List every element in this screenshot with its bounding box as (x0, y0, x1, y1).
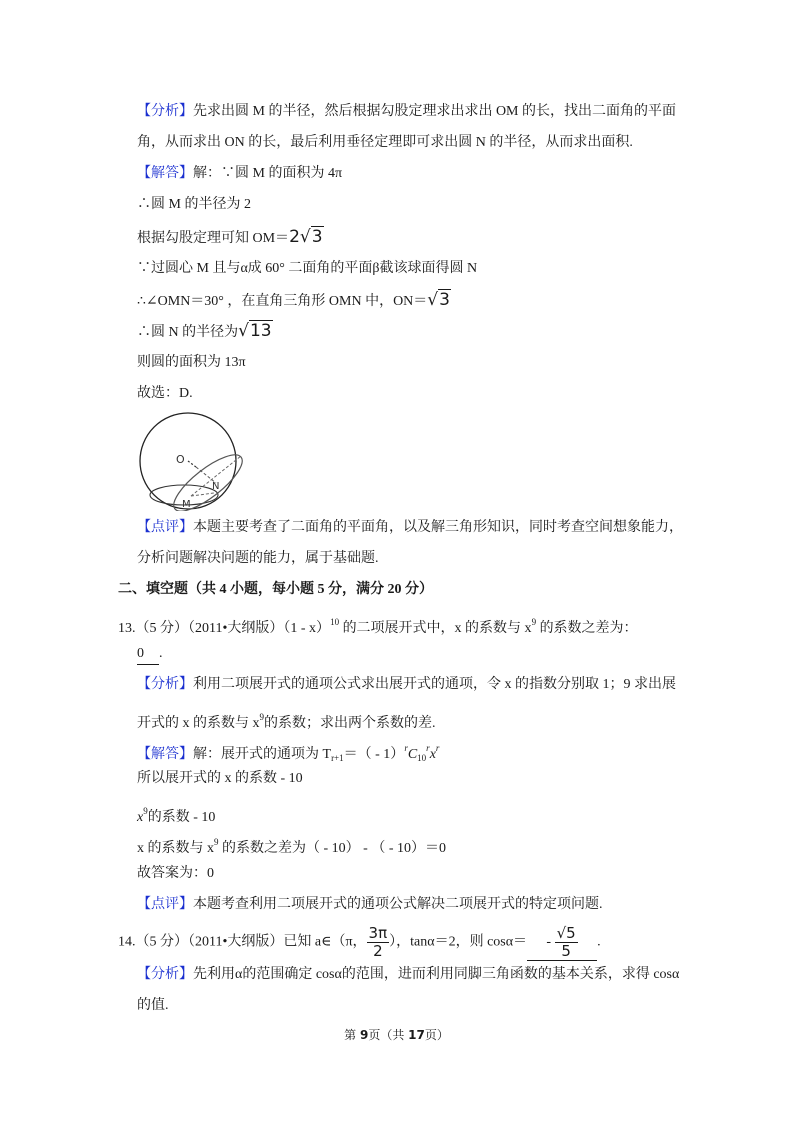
q12-answer-line3 (137, 227, 324, 249)
question-number: 14. (118, 934, 136, 950)
question-number: 13. (118, 621, 136, 636)
label-m: M (182, 499, 191, 510)
text: 解：展开式的通项为 T (193, 747, 332, 762)
q12-answer-line6 (137, 321, 273, 343)
text: 的系数之差为（ - 10） - （ - 10）＝0 (218, 841, 446, 856)
source: （2011•大纲版） (188, 621, 284, 636)
c-sub: 10 (417, 753, 427, 763)
exponent: 9 (531, 617, 537, 627)
text: 利用二项展开式的通项公式求出展开式的通项，令 x 的指数分别取 1；9 求出展 (193, 677, 676, 692)
q14-analysis-line2: 的值. (137, 998, 169, 1013)
text: ∴∠OMN＝30° ，在直角三角形 OMN 中，ON＝ (137, 294, 428, 309)
period: . (159, 646, 163, 661)
fraction-3pi-over-2 (367, 925, 390, 960)
text: （1 - x） (283, 621, 331, 636)
q12-answer-line4: ∵过圆心 M 且与α成 60° 二面角的平面β截该球面得圆 N (137, 261, 478, 276)
text: ＝（ - 1） (343, 747, 405, 762)
text: ∴圆 N 的半径为 (137, 325, 239, 340)
text: 的系数；求出两个系数的差. (264, 716, 436, 731)
exponent: 9 (143, 806, 148, 816)
total-pages: 17 (408, 1028, 425, 1042)
q13-answer-line5: 故答案为：0 (137, 866, 214, 881)
analysis-tag: 【分析】 (137, 677, 193, 692)
exp-r: r (404, 743, 408, 753)
c-sup: r (426, 743, 430, 753)
radicand: 13 (249, 321, 272, 341)
denominator: 2 (373, 942, 383, 960)
text: x 的系数与 x (137, 841, 214, 856)
subscript: r+1 (331, 753, 344, 763)
label-n: N (212, 481, 220, 492)
coef: 2 (289, 227, 300, 247)
q13-analysis-line1 (137, 675, 676, 695)
sphere-diagram-icon (136, 411, 252, 511)
q12-answer-line7: 则圆的面积为 13π (137, 355, 246, 370)
comment-tag: 【点评】 (137, 520, 193, 535)
x-exp: r (435, 743, 440, 753)
text: 页） (424, 1028, 449, 1042)
q12-answer-line1 (137, 164, 342, 184)
text: 的二项展开式中，x 的系数与 x (339, 621, 532, 636)
points: （5 分） (135, 621, 188, 636)
x-symbol: x (137, 810, 144, 825)
text: ），tanα＝2，则 cosα＝ (389, 934, 528, 950)
text: 的系数之差为： (536, 621, 638, 636)
text: 先利用α的范围确定 cosα的范围，进而利用同脚三角函数的基本关系，求得 cosα (193, 967, 680, 982)
exponent: 10 (330, 617, 340, 627)
c-symbol: C (407, 747, 418, 762)
period: . (597, 934, 601, 950)
answer-tag: 【解答】 (137, 166, 193, 181)
exponent: 9 (214, 837, 219, 847)
rn-value: √13 (238, 321, 272, 341)
q12-comment-line1 (137, 518, 683, 538)
numerator: 3π (368, 924, 388, 942)
page-number: 9 (359, 1028, 369, 1042)
q13-answer-line2: 所以展开式的 x 的系数 - 10 (137, 771, 303, 786)
text: 第 (344, 1028, 360, 1042)
q14-stem (118, 925, 601, 961)
q12-analysis-line2: 角，从而求出 ON 的长，最后利用垂径定理即可求出圆 N 的半径，从而求出面积. (137, 135, 633, 150)
on-value: √3 (427, 290, 450, 310)
q12-comment-line2: 分析问题解决问题的能力，属于基础题. (137, 551, 379, 566)
numerator: √5 (556, 924, 576, 942)
page-footer (0, 1026, 793, 1043)
q13-analysis-line2 (137, 707, 436, 734)
q13-comment (137, 895, 603, 915)
text: 页（共 (368, 1028, 409, 1042)
text: 已知 a∈（π， (283, 934, 367, 950)
text: 本题主要考查了二面角的平面角，以及解三角形知识，同时考查空间想象能力， (193, 520, 683, 535)
analysis-tag: 【分析】 (137, 104, 193, 119)
q13-stem (118, 612, 638, 639)
q13-answer-line1 (137, 738, 439, 768)
sphere-figure (136, 411, 252, 511)
text: 解：∵圆 M 的面积为 4π (193, 166, 343, 181)
q13-answer-line4 (137, 832, 446, 859)
q12-answer-line5 (137, 290, 451, 312)
radicand: 3 (439, 290, 450, 310)
sign: - (546, 934, 552, 950)
om-value: 2√3 (289, 227, 323, 247)
q13-answer-line3 (137, 801, 215, 828)
source: （2011•大纲版） (188, 934, 284, 950)
points: （5 分） (135, 934, 188, 950)
text: 根据勾股定理可知 OM＝ (137, 231, 290, 246)
answer-blank (527, 925, 597, 961)
text: 的系数 - 10 (147, 810, 216, 825)
q14-analysis-line1 (137, 965, 679, 985)
label-o: O (176, 453, 185, 466)
q12-answer-line8: 故选：D. (137, 386, 193, 401)
radicand: 5 (566, 924, 576, 942)
text: 开式的 x 的系数与 x (137, 716, 260, 731)
q12-analysis-line1 (137, 102, 676, 122)
denominator: 5 (561, 942, 571, 960)
answer-blank: 0 (137, 644, 159, 665)
q13-answer-blank-line (137, 644, 163, 665)
text: 本题考查利用二项展开式的通项公式解决二项展开式的特定项问题. (193, 897, 603, 912)
answer-fraction (555, 925, 578, 960)
text: 先求出圆 M 的半径，然后根据勾股定理求出求出 OM 的长，找出二面角的平面 (193, 104, 677, 119)
section-heading: 二、填空题（共 4 小题，每小题 5 分，满分 20 分） (118, 582, 433, 597)
radicand: 3 (311, 227, 323, 247)
exponent: 9 (259, 712, 264, 722)
analysis-tag: 【分析】 (137, 967, 193, 982)
x-symbol: x (429, 747, 436, 762)
q12-answer-line2: ∴圆 M 的半径为 2 (137, 197, 251, 212)
answer-tag: 【解答】 (137, 747, 193, 762)
comment-tag: 【点评】 (137, 897, 193, 912)
